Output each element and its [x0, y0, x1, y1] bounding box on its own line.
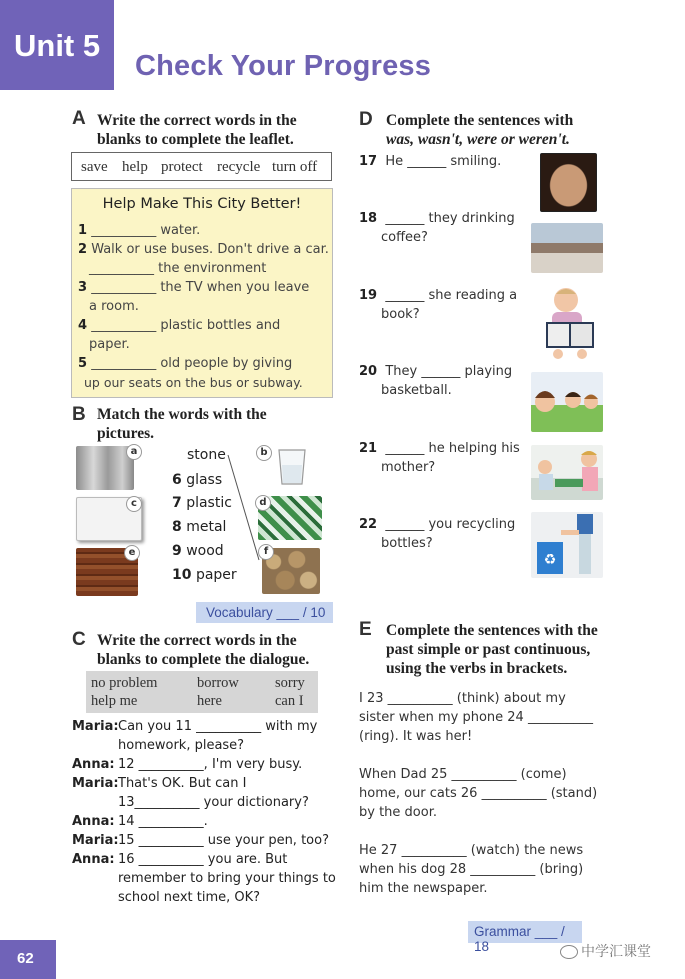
dialogue-line: homework, please?: [118, 738, 245, 753]
badge-a: a: [126, 444, 142, 460]
grammar-score: Grammar ___ / 18: [468, 921, 582, 943]
badge-e: e: [124, 545, 140, 561]
question-17: 17 He ______ smiling.: [359, 154, 502, 169]
people-coffee-picture: [531, 223, 603, 273]
exercise-line: He 27 __________ (watch) the news: [359, 843, 584, 858]
watermark: [560, 941, 651, 961]
dialogue-line: Maria:: [72, 776, 119, 791]
match-word: 6 glass: [172, 472, 223, 488]
glass-picture: [274, 447, 310, 487]
leaflet-line: up our seats on the bus or subway.: [84, 375, 303, 390]
svg-text:♻: ♻: [543, 552, 557, 568]
unit-label: Unit 5: [14, 28, 101, 63]
unit-banner: [0, 0, 114, 90]
leaflet-line: 5 __________ old people by giving: [78, 356, 293, 371]
dialogue-line: school next time, OK?: [118, 890, 261, 905]
section-c-instruction: [97, 631, 309, 669]
leaflet-line: 1 __________ water.: [78, 223, 201, 238]
section-b-letter: B: [72, 404, 86, 425]
section-d-instruction-line: was, wasn't, were or weren't.: [386, 131, 570, 148]
exercise-line: when his dog 28 __________ (bring): [359, 862, 584, 877]
page-title: Check Your Progress: [135, 50, 432, 82]
leaflet-line: 2 Walk or use buses. Don't drive a car.: [78, 242, 329, 257]
section-c-instruction-line: Write the correct words in the: [97, 632, 297, 649]
word-option: here: [197, 693, 222, 709]
girl-reading-picture: [538, 284, 600, 360]
badge-c: c: [126, 496, 142, 512]
exercise-line: (ring). It was her!: [359, 729, 473, 744]
word-option: save: [81, 159, 108, 175]
word-option: help: [122, 159, 148, 175]
dialogue-word-box: [86, 671, 318, 713]
section-a-instruction-line: blanks to complete the leaflet.: [97, 131, 294, 148]
section-e-letter: E: [359, 619, 372, 640]
exercise-line: sister when my phone 24 __________: [359, 710, 593, 725]
page-number: 62: [17, 950, 34, 967]
section-d-instruction: [386, 111, 573, 149]
exercise-line: I 23 __________ (think) about my: [359, 691, 566, 706]
section-e-instruction-line: using the verbs in brackets.: [386, 660, 568, 677]
match-word: 7 plastic: [172, 495, 232, 511]
match-word: stone: [187, 447, 226, 463]
exercise-line: him the newspaper.: [359, 881, 488, 896]
word-box: [71, 152, 332, 181]
exercise-paragraph: [359, 689, 593, 746]
dialogue-line: 16 __________ you are. But: [118, 852, 288, 867]
question-19: 19 ______ she reading a book?: [359, 288, 518, 322]
vocabulary-score: Vocabulary ___ / 10: [196, 602, 333, 623]
dialogue-line: Anna:: [72, 852, 115, 867]
section-d-instruction-line: Complete the sentences with: [386, 112, 574, 129]
section-a-letter: A: [72, 108, 86, 129]
match-word: 8 metal: [172, 519, 227, 535]
word-option: sorry: [275, 675, 305, 691]
section-b-instruction-line: pictures.: [97, 425, 154, 442]
section-d-letter: D: [359, 109, 373, 130]
leaflet-line: 4 __________ plastic bottles and: [78, 318, 281, 333]
leaflet: [71, 188, 333, 398]
match-word: 10 paper: [172, 567, 237, 583]
leaflet-line: __________ the environment: [89, 261, 267, 276]
word-option: protect: [161, 159, 203, 175]
badge-d: d: [255, 495, 271, 511]
dialogue-line: Maria:: [72, 719, 119, 734]
dialogue-line: Anna:: [72, 814, 115, 829]
section-a-instruction: [97, 111, 297, 149]
boy-helping-picture: [531, 445, 603, 500]
question-21: 21 ______ he helping his mother?: [359, 441, 520, 475]
word-option: recycle: [217, 159, 261, 175]
dialogue-line: 12 __________, I'm very busy.: [118, 757, 303, 772]
dialogue-line: Can you 11 __________ with my: [118, 719, 318, 734]
word-option: turn off: [272, 159, 318, 175]
badge-f: f: [258, 544, 274, 560]
dialogue-line: That's OK. But can I: [118, 776, 247, 791]
page-number-box: [0, 940, 56, 979]
section-b-instruction-line: Match the words with the: [97, 406, 267, 423]
badge-b: b: [256, 445, 272, 461]
question-20: 20 They ______ playing basketball.: [359, 364, 513, 398]
children-picture: [531, 372, 603, 432]
exercise-paragraph: [359, 765, 597, 822]
section-c-letter: C: [72, 629, 86, 650]
section-e-instruction: [386, 621, 598, 678]
dialogue-line: 13__________ your dictionary?: [118, 795, 309, 810]
leaflet-line: paper.: [89, 337, 130, 352]
word-option: borrow: [197, 675, 239, 691]
leaflet-line: 3 __________ the TV when you leave: [78, 280, 310, 295]
wechat-icon: [560, 945, 578, 959]
leaflet-line: a room.: [89, 299, 139, 314]
word-option: no problem: [91, 675, 158, 691]
recycling-picture: [531, 512, 603, 578]
exercise-line: home, our cats 26 __________ (stand): [359, 786, 598, 801]
word-option: can I: [275, 693, 304, 709]
question-22: 22 ______ you recycling bottles?: [359, 517, 516, 551]
boy-picture: [540, 153, 597, 212]
section-e-instruction-line: past simple or past continuous,: [386, 641, 591, 658]
section-c-instruction-line: blanks to complete the dialogue.: [97, 651, 310, 668]
section-b-instruction: [97, 405, 267, 443]
section-e-instruction-line: Complete the sentences with the: [386, 622, 598, 639]
match-word: 9 wood: [172, 543, 224, 559]
section-a-instruction-line: Write the correct words in the: [97, 112, 297, 129]
exercise-line: When Dad 25 __________ (come): [359, 767, 567, 782]
exercise-paragraph: [359, 841, 583, 898]
dialogue-line: 15 __________ use your pen, too?: [118, 833, 329, 848]
word-option: help me: [91, 693, 138, 709]
watermark-text: 中学汇课堂: [581, 944, 651, 960]
dialogue-line: 14 __________.: [118, 814, 208, 829]
example-match-line: [225, 452, 265, 564]
dialogue-line: remember to bring your things to: [118, 871, 336, 886]
exercise-line: by the door.: [359, 805, 437, 820]
dialogue-line: Anna:: [72, 757, 115, 772]
question-18: 18 ______ they drinking coffee?: [359, 211, 515, 245]
dialogue-line: Maria:: [72, 833, 119, 848]
leaflet-title: Help Make This City Better!: [102, 196, 302, 212]
